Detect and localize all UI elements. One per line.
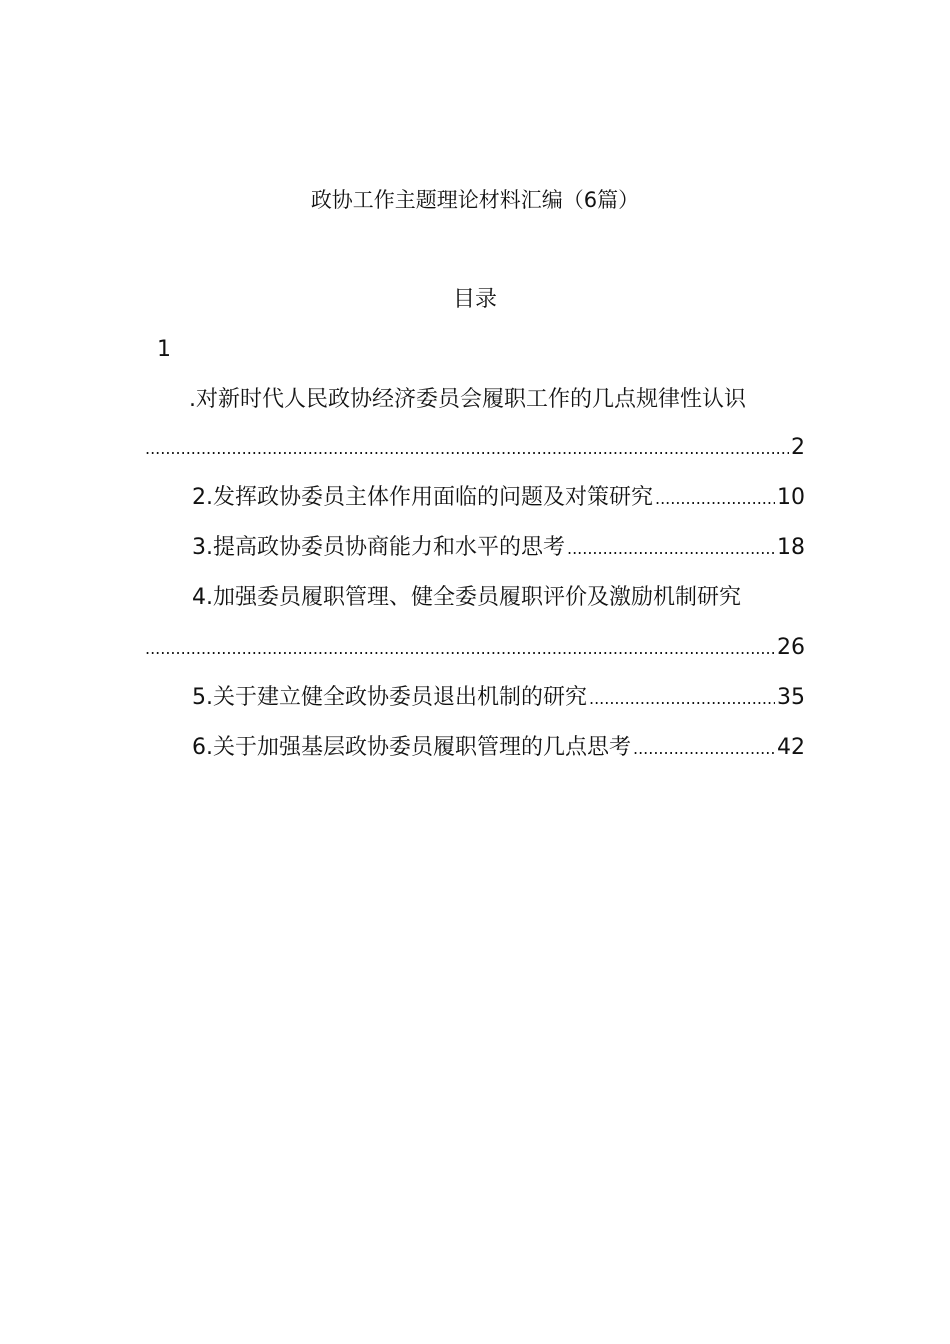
toc-item-4-text[interactable]: 4.加强委员履职管理、健全委员履职评价及激励机制研究 <box>192 585 741 610</box>
toc-item-1-number: 1 <box>157 337 171 362</box>
toc-item-3-text: 3.提高政协委员协商能力和水平的思考 <box>192 535 565 560</box>
toc-item-5-page: 35 <box>777 685 805 710</box>
toc-item-1-page: 2 <box>791 435 805 460</box>
toc-heading: 目录 <box>452 287 497 312</box>
toc-item-6-text: 6.关于加强基层政协委员履职管理的几点思考 <box>192 735 631 760</box>
toc-item-4-leader-row[interactable] <box>145 633 805 663</box>
toc-item-2-page: 10 <box>777 485 805 510</box>
toc-dot-leader <box>633 734 775 764</box>
toc-item-6[interactable] <box>192 733 805 763</box>
toc-item-1-text[interactable]: .对新时代人民政协经济委员会履职工作的几点规律性认识 <box>189 387 746 412</box>
toc-item-6-page: 42 <box>777 735 805 760</box>
toc-item-5-text: 5.关于建立健全政协委员退出机制的研究 <box>192 685 587 710</box>
toc-dot-leader <box>655 484 775 514</box>
toc-item-3-page: 18 <box>777 535 805 560</box>
toc-item-2-text: 2.发挥政协委员主体作用面临的问题及对策研究 <box>192 485 653 510</box>
toc-item-1-leader-row[interactable] <box>145 433 805 463</box>
toc-item-2[interactable] <box>192 483 805 513</box>
toc-dot-leader <box>145 634 775 664</box>
toc-dot-leader <box>145 434 789 464</box>
toc-dot-leader <box>589 684 775 714</box>
toc-item-4-page: 26 <box>777 635 805 660</box>
toc-dot-leader <box>567 534 775 564</box>
toc-item-3[interactable] <box>192 533 805 563</box>
document-title: 政协工作主题理论材料汇编（6篇） <box>310 188 640 212</box>
toc-item-5[interactable] <box>192 683 805 713</box>
